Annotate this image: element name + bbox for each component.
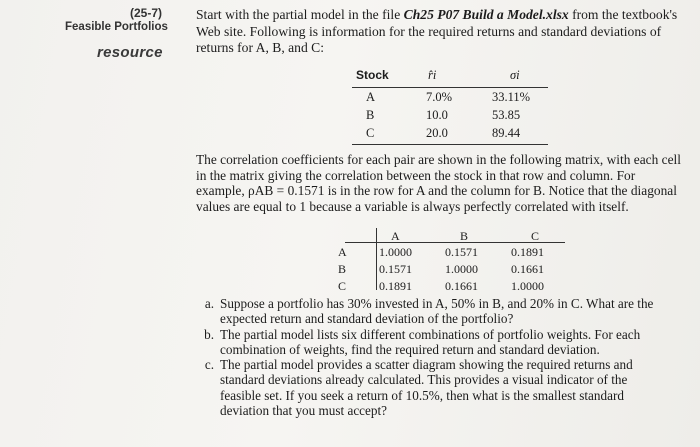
problem-number: (25-7) (130, 6, 163, 20)
question-text (220, 296, 691, 327)
matrix-cell: 0.1891 (511, 245, 544, 259)
questions-list (196, 296, 691, 418)
matrix-cell: 1.0000 (511, 279, 544, 293)
stock-return: 10.0 (426, 108, 448, 122)
question-b (196, 327, 691, 358)
question-text (220, 327, 691, 358)
table-row (352, 108, 548, 125)
question-letter: b. (204, 326, 214, 342)
question-line: The partial model provides a scatter diagram showing the required returns and (220, 357, 633, 373)
matrix-cell: 0.1661 (445, 279, 478, 293)
question-line: deviation that you must accept? (220, 403, 387, 419)
intro-line-1-pre: Start with the partial model in the file (196, 7, 404, 22)
question-line: combination of weights, find the required return and standard deviation. (220, 341, 600, 357)
question-line: The partial model lists six different combinations of portfolio weights. For each (220, 326, 641, 342)
intro-line-3: returns for A, B, and C: (196, 40, 324, 55)
question-c (196, 357, 691, 418)
question-line: Suppose a portfolio has 30% invested in A, 50% in B, and 20% in C. What are the (220, 296, 654, 311)
stock-table-top-rule (352, 87, 548, 88)
correlation-line: in the matrix giving the correlation between the stock in that row and column. For (196, 167, 636, 183)
table-row (352, 126, 548, 143)
matrix-cell: 0.1891 (379, 279, 412, 293)
stock-table-bottom-rule (352, 144, 548, 145)
matrix-cell: 0.1661 (511, 262, 544, 276)
matrix-row-header: B (338, 262, 347, 276)
matrix-cell: 1.0000 (445, 262, 478, 276)
question-text (220, 357, 691, 418)
return-header: r̂i (428, 68, 437, 82)
stock-header: Stock (356, 68, 389, 82)
table-row (352, 90, 548, 107)
stock-stdev: 53.85 (492, 108, 521, 122)
correlation-line: example, ρAB = 0.1571 is in the row for A and the column for B. Notice that the diagonal (196, 183, 677, 198)
matrix-cell: 0.1571 (445, 245, 478, 259)
question-line: standard deviations already calculated. This provides a visual indicator of the (220, 372, 628, 388)
question-line: expected return and standard deviation of the portfolio? (220, 311, 514, 327)
stock-stdev: 33.11% (492, 90, 531, 104)
intro-line-2: Web site. Following is information for the required returns and standard deviations of (196, 23, 662, 39)
question-a (196, 296, 691, 327)
model-filename: Ch25 P07 Build a Model.xlsx (403, 7, 569, 22)
stock-returns-table (352, 66, 548, 140)
matrix-row-header: C (338, 279, 347, 293)
intro-line-1-post: from the textbook's (568, 7, 678, 22)
stock-name: A (366, 90, 376, 104)
matrix-col-header: B (460, 229, 469, 243)
stock-return: 7.0% (426, 90, 453, 104)
intro-paragraph (196, 7, 691, 57)
matrix-vertical-rule (376, 228, 377, 290)
resource-tag: resource (97, 44, 163, 61)
correlation-paragraph (196, 152, 691, 214)
matrix-row-header: A (338, 245, 347, 259)
matrix-col-header: A (391, 229, 400, 243)
matrix-cell: 1.0000 (379, 245, 412, 259)
stock-name: C (366, 126, 375, 140)
question-letter: a. (204, 296, 214, 311)
stock-stdev: 89.44 (492, 126, 521, 140)
stock-name: B (366, 108, 375, 122)
problem-title: Feasible Portfolios (65, 21, 168, 33)
stock-return: 20.0 (426, 126, 448, 140)
correlation-line: values are equal to 1 because a variable is always perfectly correlated with itself. (196, 198, 629, 214)
intro-line-1 (196, 7, 691, 24)
stock-table-header (352, 66, 548, 86)
matrix-col-header: C (531, 229, 540, 243)
stdev-header: σi (510, 68, 520, 82)
question-line: feasible set. If you seek a return of 10.5%, then what is the smallest standard (220, 387, 624, 403)
correlation-line: The correlation coefficients for each pair are shown in the following matrix, with each cell (196, 152, 681, 167)
question-letter: c. (204, 357, 214, 373)
matrix-cell: 0.1571 (379, 262, 412, 276)
